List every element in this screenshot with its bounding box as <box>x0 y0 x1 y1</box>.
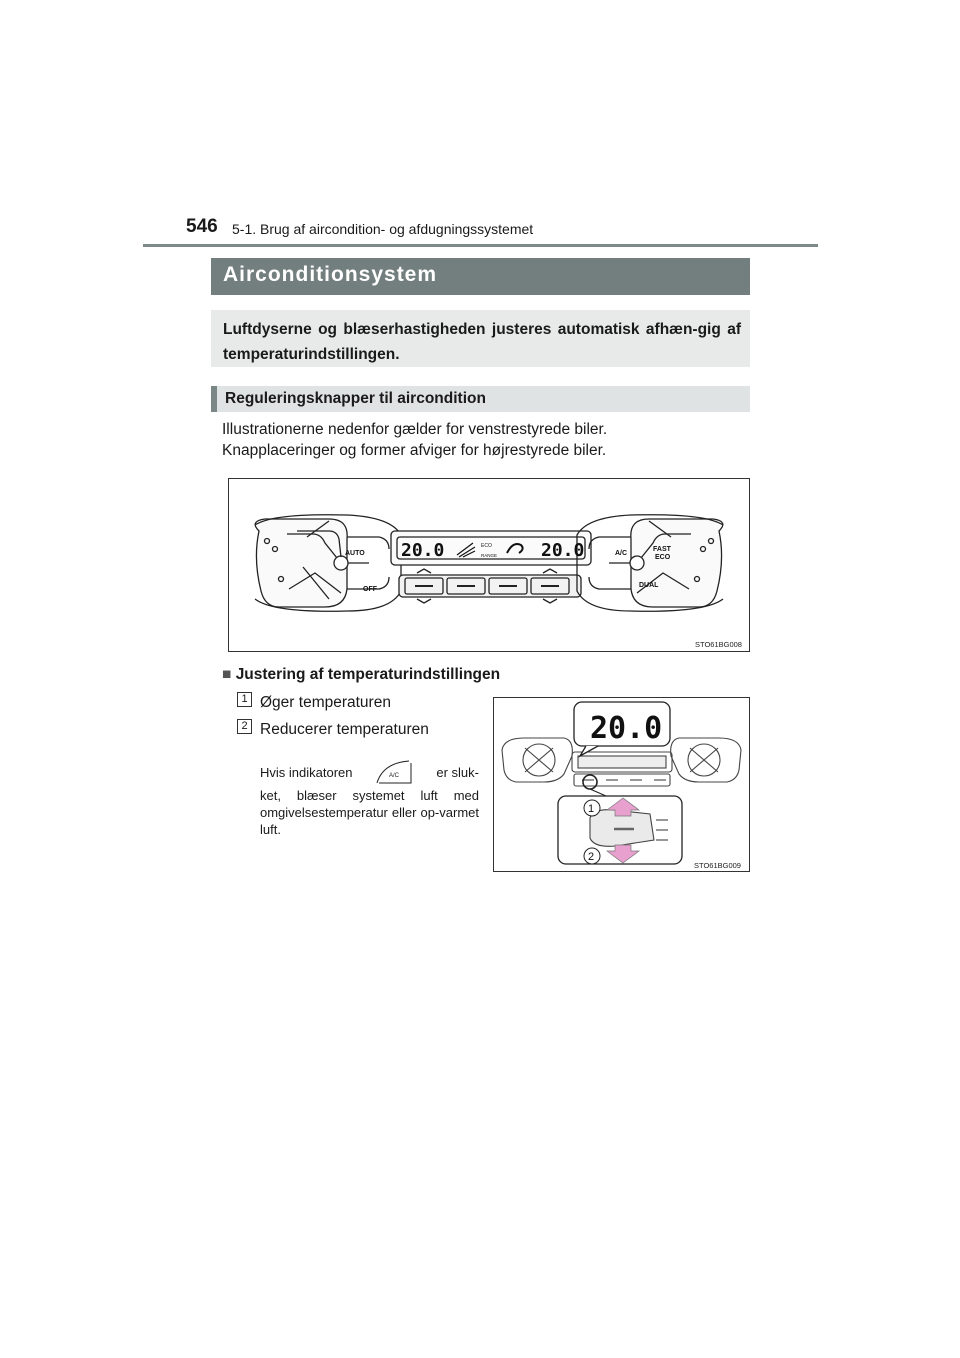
adjust-heading-text: Justering af temperaturindstillingen <box>235 666 501 683</box>
note-rest: ket, blæser systemet luft med omgivelsestemperatur eller op-varmet luft. <box>260 788 479 837</box>
temperature-adjust-drawing <box>494 698 749 871</box>
callout-1: 1 <box>588 803 595 815</box>
dual-button: DUAL <box>639 582 659 589</box>
note-end: er sluk- <box>436 764 479 780</box>
page-number: 546 <box>186 216 218 237</box>
header-rule <box>143 244 818 247</box>
fast-button-label: FAST <box>653 546 671 553</box>
note-start: Hvis indikatoren <box>260 764 353 780</box>
auto-button: AUTO <box>345 550 365 557</box>
figure2-code: STO61BG009 <box>694 861 741 870</box>
chapter-title: 5-1. Brug af aircondition- og afdugningssystemet <box>232 221 534 237</box>
temperature-adjust-figure <box>493 697 750 872</box>
list-item-1: Øger temperaturen <box>260 694 391 711</box>
body-line-2: Knapplaceringer og former afviger for højrestyrede biler. <box>222 442 607 459</box>
bullet-square: ■ <box>222 666 232 683</box>
body-line-1: Illustrationerne nedenfor gælder for venstrestyrede biler. <box>222 421 608 438</box>
eco-indicator: ECO <box>481 543 492 549</box>
adjust-heading <box>222 666 500 684</box>
off-button: OFF <box>363 586 377 593</box>
list-number-2: 2 <box>237 719 252 734</box>
intro-box <box>211 310 750 367</box>
note-paragraph <box>260 757 479 838</box>
callout-2: 2 <box>588 851 595 863</box>
right-temp-display: 20.0 <box>541 540 585 561</box>
section-title: Airconditionsystem <box>223 263 438 286</box>
ac-indicator-icon <box>375 759 413 785</box>
climate-panel-figure <box>228 478 750 652</box>
list-number-1: 1 <box>237 692 252 707</box>
subsection-title: Reguleringsknapper til aircondition <box>225 390 486 407</box>
left-temp-display: 20.0 <box>401 540 445 561</box>
subsection-heading-bar <box>211 386 750 412</box>
climate-panel-drawing <box>229 479 749 651</box>
section-title-bar <box>211 258 750 295</box>
ac-indicator-label: A/C <box>389 773 400 779</box>
range-indicator: RANGE <box>481 553 498 558</box>
list-item-2: Reducerer temperaturen <box>260 721 429 738</box>
intro-text: Luftdyserne og blæserhastigheden justeres automatisk afhæn-gig af temperaturindstillingen. <box>223 321 741 363</box>
eco-button-label: ECO <box>655 554 671 561</box>
figure1-code: STO61BG008 <box>695 640 742 649</box>
ac-button: A/C <box>615 550 628 557</box>
zoomed-temp-display: 20.0 <box>590 711 663 746</box>
